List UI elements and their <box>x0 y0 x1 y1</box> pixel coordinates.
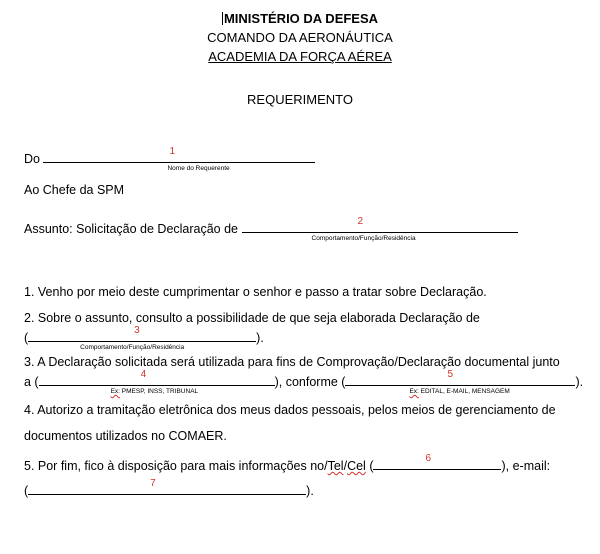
source-field-5[interactable] <box>345 369 575 395</box>
from-line <box>24 146 315 172</box>
purpose-field-4[interactable] <box>39 369 275 395</box>
field-number-1: 1 <box>169 146 176 157</box>
open-paren-email: ( <box>24 484 29 498</box>
close-paren: ). <box>256 331 264 345</box>
open-paren: ( <box>24 331 29 345</box>
command-heading: COMANDO DA AERONÁUTICA <box>207 30 393 45</box>
open-paren-a: a ( <box>24 375 39 389</box>
academy-heading <box>0 49 600 64</box>
email-label: ), e-mail: <box>501 459 551 473</box>
tel-word: Tel <box>327 459 344 473</box>
field-number-7: 7 <box>150 478 156 489</box>
field-number-2: 2 <box>357 216 364 227</box>
requester-name-field[interactable] <box>43 146 315 172</box>
close-paren-b: ). <box>575 375 584 389</box>
example-text-4: PMESP, INSS, TRIBUNAL <box>120 388 199 395</box>
declaration-field-3[interactable] <box>28 325 256 351</box>
subject-label: Assunto: Solicitação de Declaração de <box>24 222 239 236</box>
academy-text: ACADEMIA DA FORÇA AÉREA <box>208 49 392 64</box>
conforme-text: ), conforme ( <box>274 375 346 389</box>
subject-line <box>24 216 518 242</box>
cel-word: Cel <box>347 459 366 473</box>
paragraph-5-line-2 <box>24 478 314 498</box>
ministry-text: MINISTÉRIO DA DEFESA <box>223 11 379 26</box>
close-paren-email: ). <box>306 484 314 498</box>
field-note-2: Comportamento/Função/Residência <box>311 235 416 242</box>
document-title: REQUERIMENTO <box>247 92 353 107</box>
paragraph-2-line-1: 2. Sobre o assunto, consulto a possibilidade de que seja elaborada Declaração de <box>24 311 480 325</box>
field-number-5: 5 <box>447 369 454 380</box>
example-prefix-5: Ex: <box>409 388 419 395</box>
field-note-3: Comportamento/Função/Residência <box>80 344 185 351</box>
declaration-type-field[interactable] <box>242 216 518 242</box>
field-note-1: Nome do Requerente <box>167 165 230 172</box>
paragraph-4-line-2: documentos utilizados no COMAER. <box>24 429 227 443</box>
recipient-line: Ao Chefe da SPM <box>24 183 125 197</box>
example-text-5: EDITAL, E-MAIL, MENSAGEM <box>418 388 510 395</box>
contact-text: 5. Por fim, fico à disposição para mais informações no/ <box>24 459 328 473</box>
field-number-4: 4 <box>140 369 147 380</box>
field-number-6: 6 <box>425 453 432 464</box>
paragraph-2-line-2 <box>24 325 264 351</box>
text-cursor <box>222 12 223 25</box>
field-note-4 <box>111 388 199 395</box>
slash: / <box>343 459 348 473</box>
email-field-7[interactable] <box>28 478 306 495</box>
field-note-5 <box>409 388 509 395</box>
paragraph-3-line-1: 3. A Declaração solicitada será utilizada para fins de Comprovação/Declaração documental junto <box>24 355 560 369</box>
phone-field-6[interactable] <box>373 453 501 470</box>
paragraph-5-line-1 <box>24 453 551 473</box>
from-label: Do <box>24 152 40 166</box>
paragraph-3-line-2 <box>24 369 584 395</box>
field-number-3: 3 <box>134 325 140 336</box>
open-paren-phone: ( <box>365 459 374 473</box>
ministry-heading <box>0 11 600 26</box>
paragraph-4-line-1: 4. Autorizo a tramitação eletrônica dos meus dados pessoais, pelos meios de gerenciamento de <box>24 403 556 417</box>
example-prefix-4: Ex: <box>110 388 120 395</box>
paragraph-1: 1. Venho por meio deste cumprimentar o senhor e passo a tratar sobre Declaração. <box>24 285 487 299</box>
